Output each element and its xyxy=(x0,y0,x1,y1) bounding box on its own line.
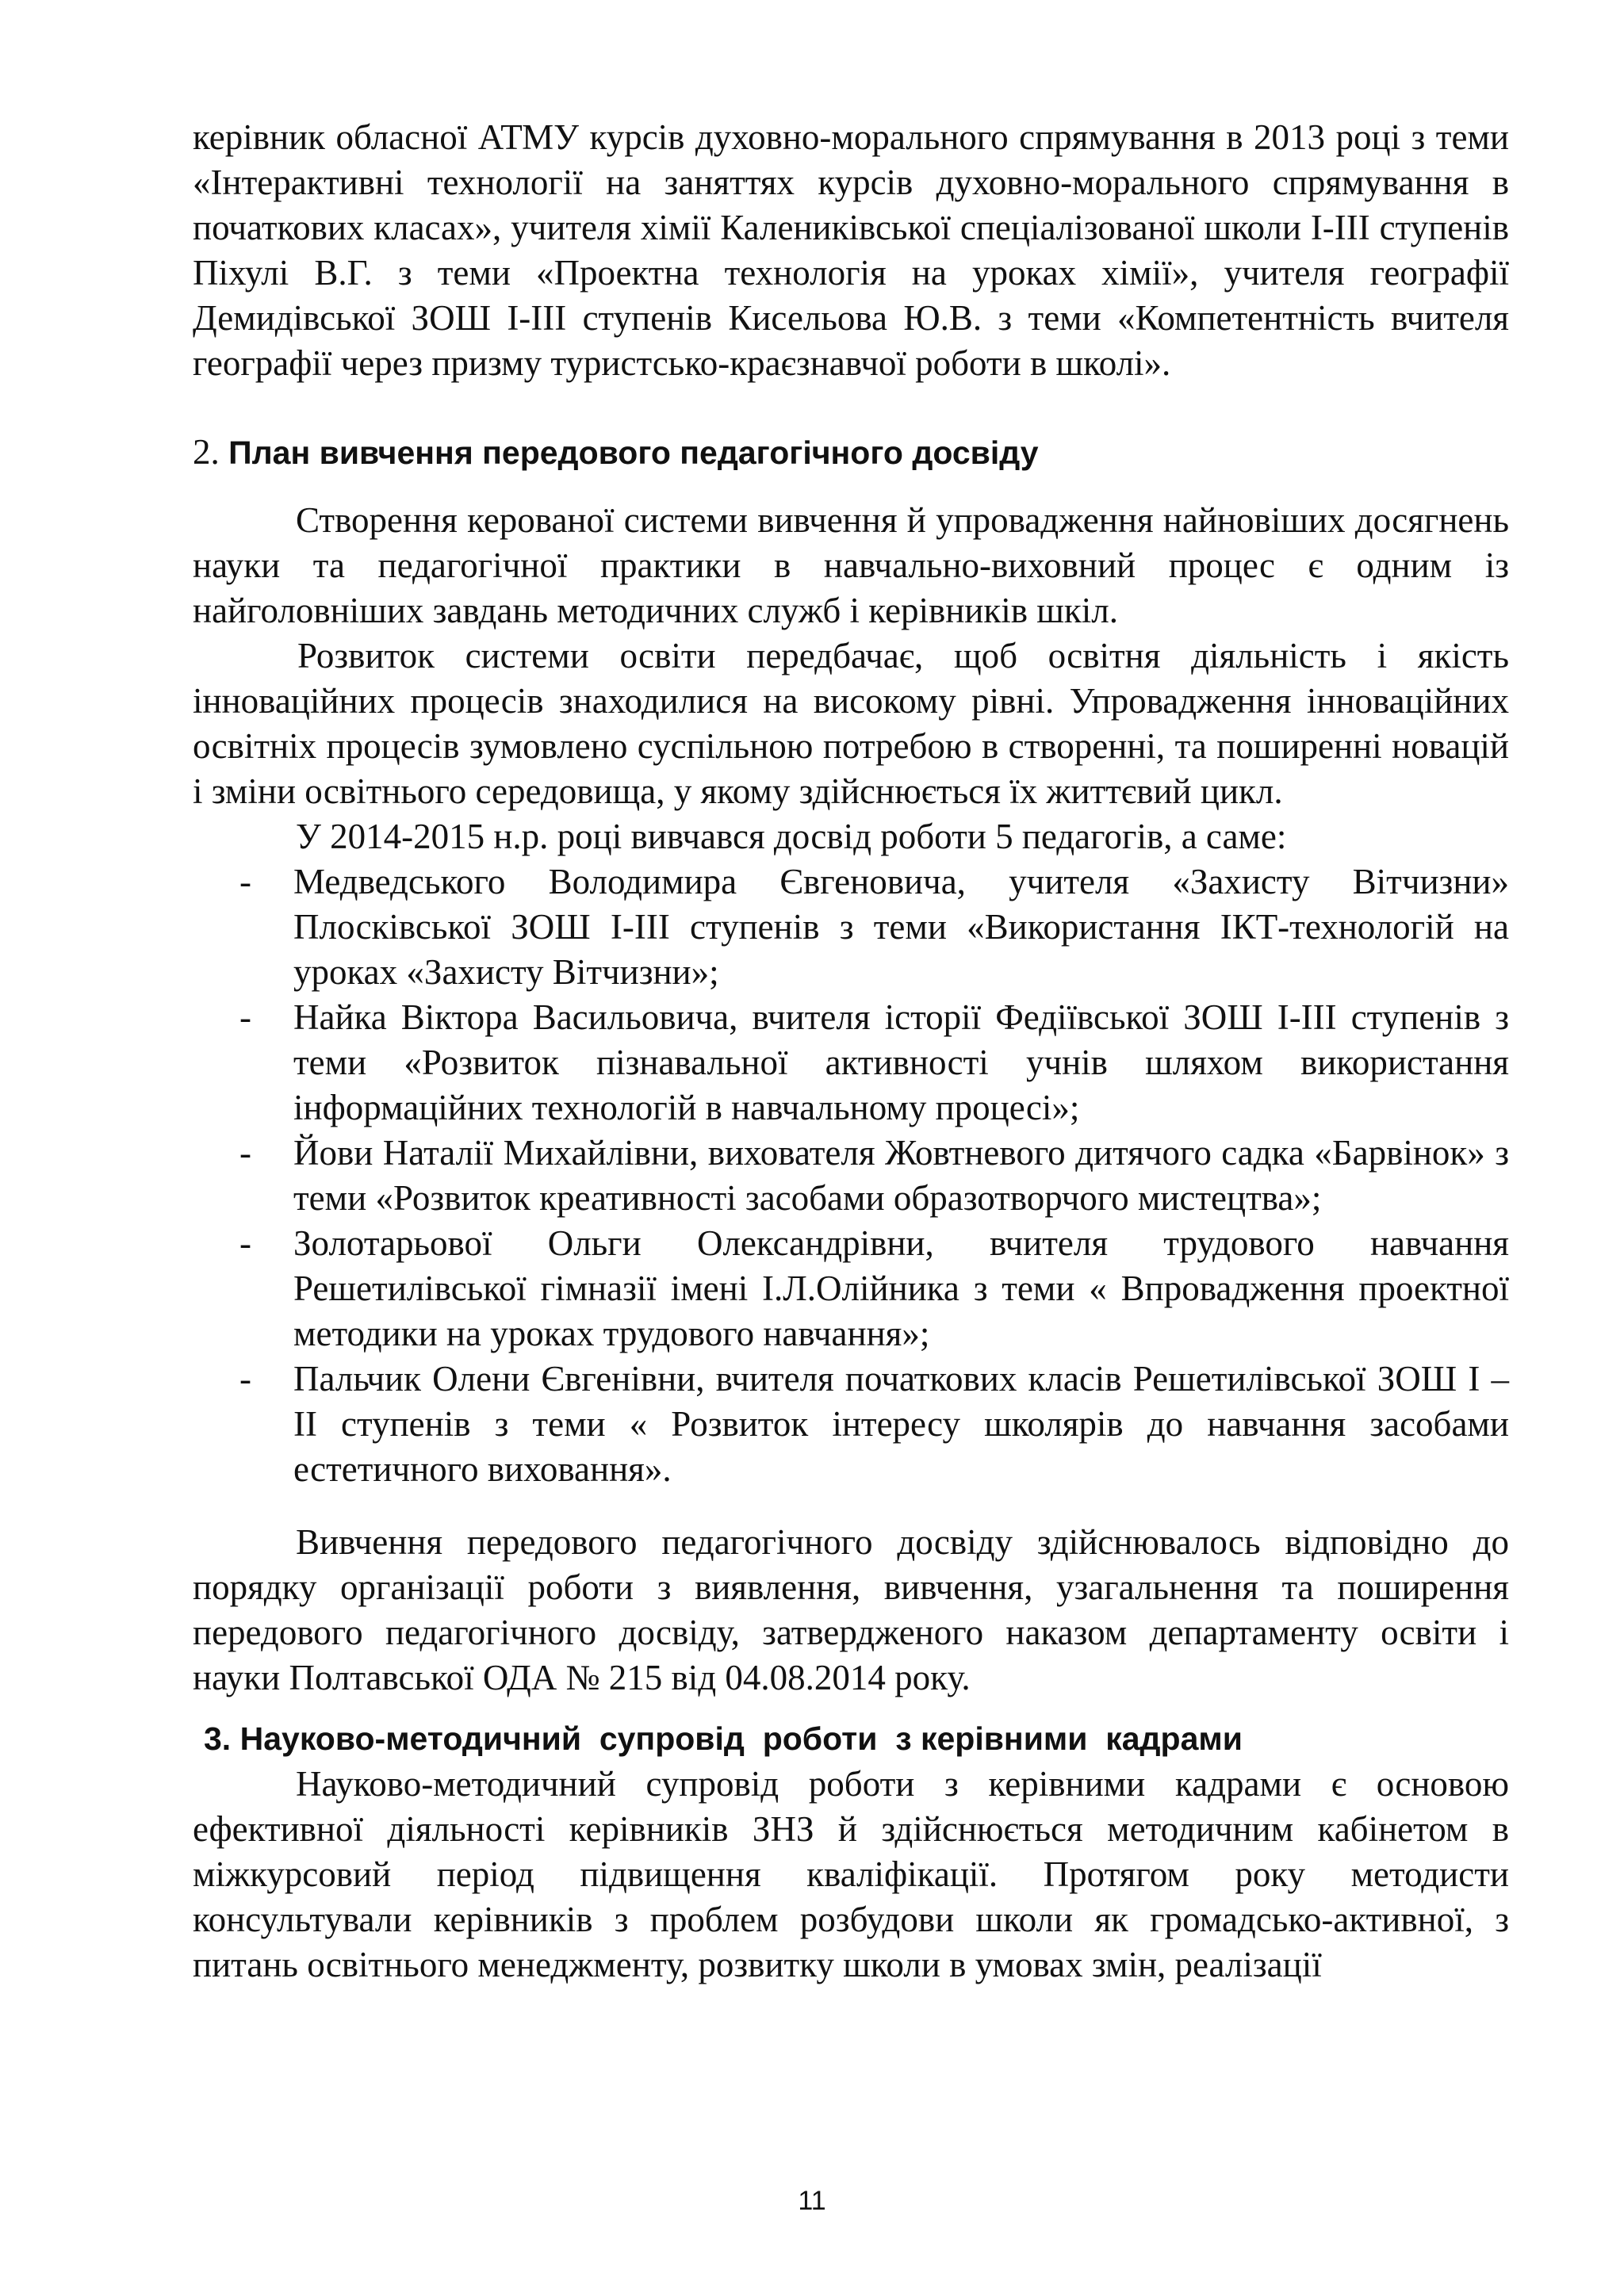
list-dash: - xyxy=(239,1359,251,1399)
section-2-paragraph-2: Розвиток системи освіти передбачає, щоб освітня діяльність і якість інноваційних процесів знаходилися на високому рівні. Упровадження інноваційних освітніх процесів зумовлено суспільною потребою в створенні, та поширенні новацій і зміни освітнього середовища, у якому здійснюється їх життєвий цикл. xyxy=(193,636,1509,811)
list-dash: - xyxy=(239,1133,251,1173)
list-item xyxy=(193,859,1509,995)
list-item-text: Пальчик Олени Євгенівни, вчителя початкових класів Решетилівської ЗОШ І –ІІ ступенів з теми « Розвиток інтересу школярів до навчання засобами естетичного виховання». xyxy=(293,1359,1509,1489)
section-3-heading xyxy=(193,1716,1509,1762)
list-dash: - xyxy=(239,1223,251,1263)
page-number: 11 xyxy=(798,2186,826,2216)
list-dash: - xyxy=(239,862,251,901)
section-2-heading xyxy=(193,430,1509,476)
section-3-paragraph: Науково-методичний супровід роботи з керівними кадрами є основою ефективної діяльності керівників ЗНЗ й здійснюється методичним кабінетом в міжкурсовий період підвищення кваліфікації. Протягом року методисти консультували керівників з проблем розбудови школи як громадсько-активної, з питань освітнього менеджменту, розвитку школи в умовах змін, реалізації xyxy=(193,1764,1509,1984)
section-2-paragraph-3: У 2014-2015 н.р. році вивчався досвід роботи 5 педагогів, а саме: xyxy=(296,817,1287,856)
list-item-text: Йови Наталії Михайлівни, вихователя Жовтневого дитячого садка «Барвінок» з теми «Розвиток креативності засобами образотворчого мистецтва»; xyxy=(293,1133,1509,1218)
section-2-closing-paragraph: Вивчення передового педагогічного досвіду здійснювалось відповідно до порядку організації роботи з виявлення, вивчення, узагальнення та поширення передового педагогічного досвіду, затвердженого наказом департаменту освіти і науки Полтавської ОДА № 215 від 04.08.2014 року. xyxy=(193,1522,1509,1697)
list-item xyxy=(193,1357,1509,1492)
list-dash: - xyxy=(239,997,251,1037)
intro-paragraph: керівник обласної АТМУ курсів духовно-морального спрямування в 2013 році з теми «Інтерактивні технології на заняттях курсів духовно-морального спрямування в початкових класах», учителя хімії Калениківської спеціалізованої школи І-ІІІ ступенів Піхулі В.Г. з теми «Проектна технологія на уроках хімії», учителя географії Демидівської ЗОШ І-ІІІ ступенів Кисельова Ю.В. з теми «Компетентність вчителя географії через призму туристсько-краєзнавчої роботи в школі». xyxy=(193,117,1509,383)
list-item-text: Золотарьової Ольги Олександрівни, вчителя трудового навчання Решетилівської гімназії імені І.Л.Олійника з теми « Впровадження проектної методики на уроках трудового навчання»; xyxy=(293,1223,1509,1353)
list-item-text: Найка Віктора Васильовича, вчителя історії Федіївської ЗОШ І-ІІІ ступенів з теми «Розвиток пізнавальної активності учнів шляхом використання інформаційних технологій в навчальному процесі»; xyxy=(293,997,1509,1127)
section-3-number: 3. xyxy=(204,1720,232,1757)
list-item xyxy=(193,1221,1509,1357)
section-3-title: Науково-методичний супровід роботи з керівними кадрами xyxy=(239,1720,1243,1757)
list-item xyxy=(193,1131,1509,1221)
section-2-number: 2. xyxy=(193,432,220,472)
document-page xyxy=(193,115,1509,1988)
list-item xyxy=(193,995,1509,1131)
section-2-paragraph-1: Створення керованої системи вивчення й упровадження найновіших досягнень науки та педагогічної практики в навчально-виховний процес є одним із найголовніших завдань методичних служб і керівників шкіл. xyxy=(193,500,1509,630)
section-2-title: План вивчення передового педагогічного досвіду xyxy=(228,434,1039,471)
list-item-text: Медведського Володимира Євгеновича, учителя «Захисту Вітчизни» Плосківської ЗОШ І-ІІІ ступенів з теми «Використання ІКТ-технологій на уроках «Захисту Вітчизни»; xyxy=(293,862,1509,992)
teachers-list xyxy=(193,859,1509,1492)
